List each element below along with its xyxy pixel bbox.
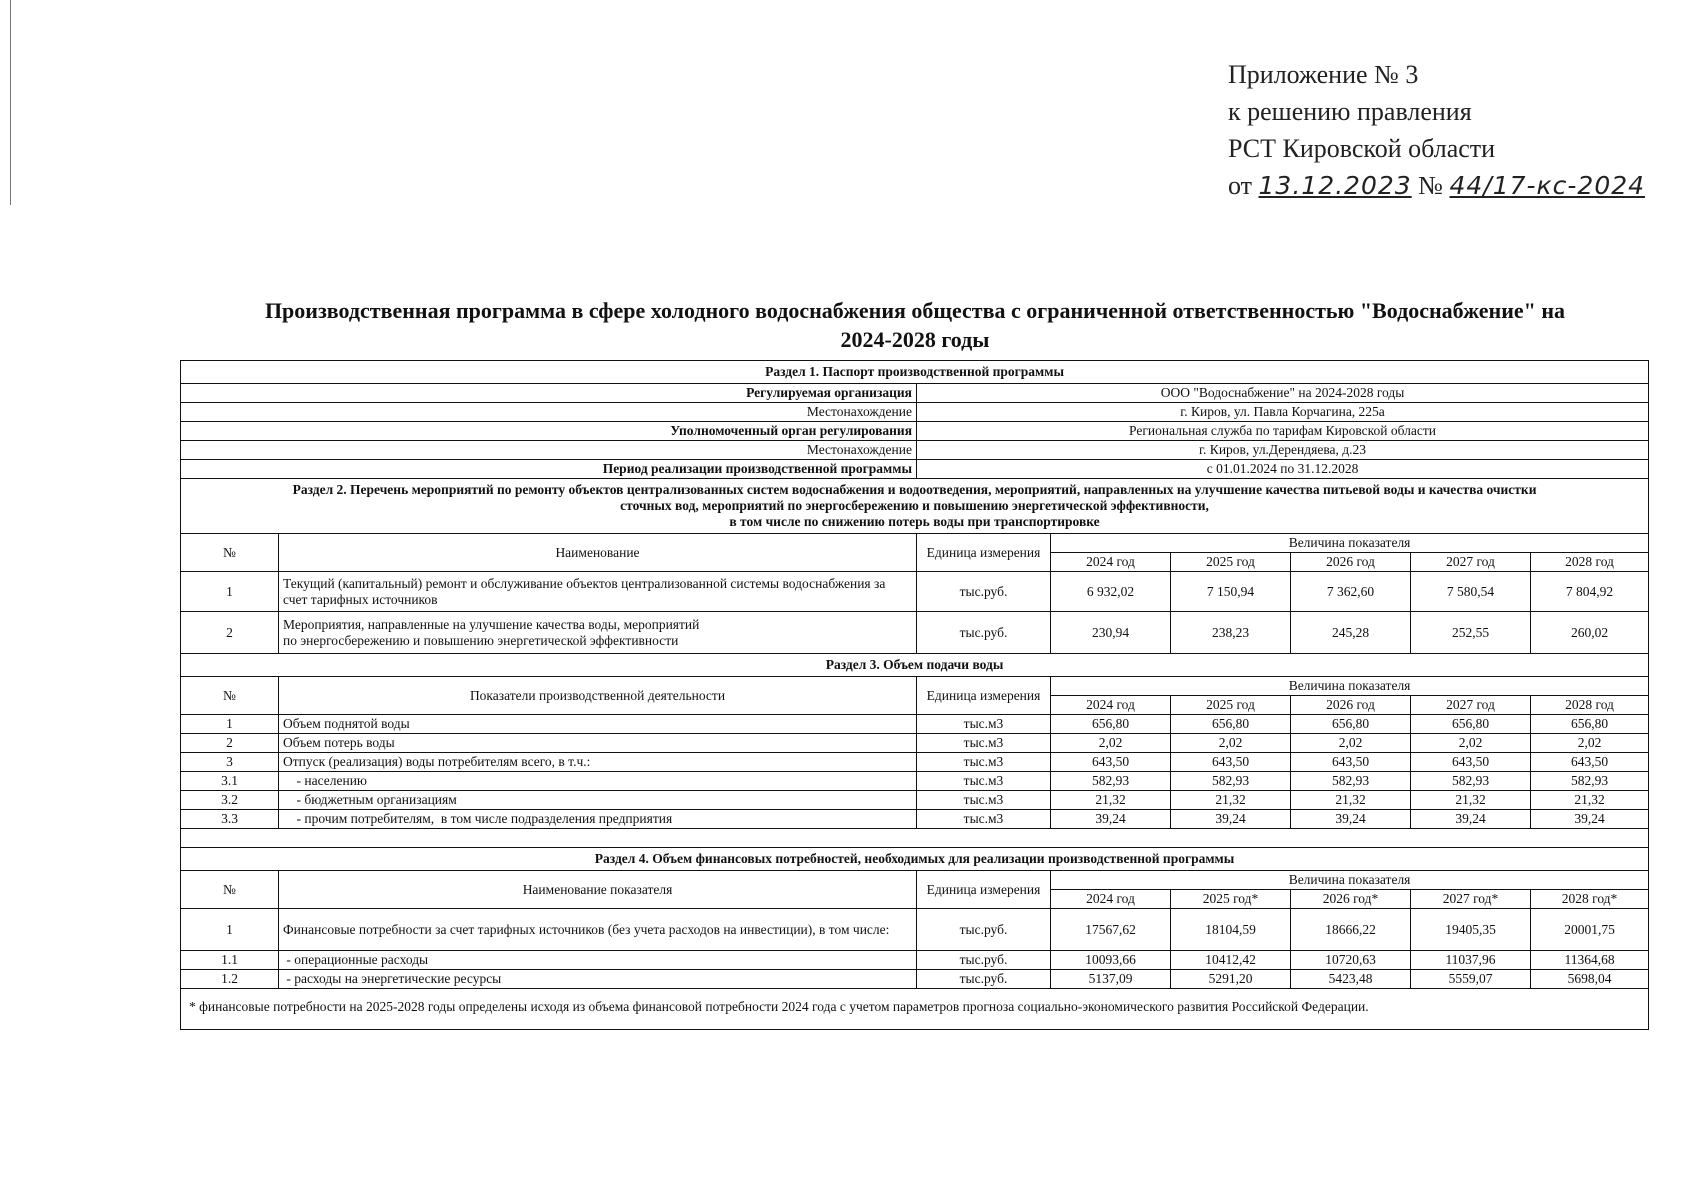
row-value: 582,93	[1171, 772, 1291, 791]
year-header: 2025 год	[1171, 696, 1291, 715]
row-value: 5137,09	[1051, 970, 1171, 989]
footnote-row	[181, 989, 1649, 1030]
year-header: 2026 год	[1291, 553, 1411, 572]
col-value-header: Величина показателя	[1051, 871, 1649, 890]
section2-title	[181, 479, 1649, 534]
section2-column-header	[181, 534, 1649, 553]
row-value: 21,32	[1291, 791, 1411, 810]
table-row	[181, 753, 1649, 772]
row-value: 10412,42	[1171, 951, 1291, 970]
section3-column-header	[181, 677, 1649, 696]
section4-header-row	[181, 848, 1649, 871]
document-title	[180, 296, 1650, 354]
col-name-header: Наименование показателя	[279, 871, 917, 909]
passport-value: с 01.01.2024 по 31.12.2028	[917, 460, 1649, 479]
row-unit: тыс.руб.	[917, 572, 1051, 612]
row-value: 656,80	[1171, 715, 1291, 734]
row-name: Финансовые потребности за счет тарифных источников (без учета расходов на инвестиции), в том числе:	[279, 909, 917, 951]
passport-value: ООО "Водоснабжение" на 2024-2028 годы	[917, 384, 1649, 403]
section2-header-row	[181, 479, 1649, 534]
row-value: 19405,35	[1411, 909, 1531, 951]
col-name-header: Показатели производственной деятельности	[279, 677, 917, 715]
row-name	[279, 612, 917, 654]
date-prefix: от	[1228, 171, 1253, 200]
row-value: 2,02	[1411, 734, 1531, 753]
row-value: 5423,48	[1291, 970, 1411, 989]
col-unit-header: Единица измерения	[917, 677, 1051, 715]
row-value: 582,93	[1531, 772, 1649, 791]
row-value: 7 362,60	[1291, 572, 1411, 612]
row-value: 18666,22	[1291, 909, 1411, 951]
year-header: 2024 год	[1051, 696, 1171, 715]
passport-value: г. Киров, ул. Павла Корчагина, 225а	[917, 403, 1649, 422]
row-value: 656,80	[1411, 715, 1531, 734]
row-value: 39,24	[1171, 810, 1291, 829]
row-value: 2,02	[1291, 734, 1411, 753]
row-value: 17567,62	[1051, 909, 1171, 951]
section1-header-row	[181, 361, 1649, 384]
section4-column-header	[181, 871, 1649, 890]
row-name: Отпуск (реализация) воды потребителям всего, в т.ч.:	[279, 753, 917, 772]
table-row	[181, 909, 1649, 951]
table-row	[181, 791, 1649, 810]
passport-label: Уполномоченный орган регулирования	[181, 422, 917, 441]
row-value: 2,02	[1531, 734, 1649, 753]
row-name: Текущий (капитальный) ремонт и обслуживание объектов централизованной системы водоснабжения за счет тарифных источников	[279, 572, 917, 612]
authority-line: РСТ Кировской области	[1228, 134, 1496, 163]
col-unit-header: Единица измерения	[917, 871, 1051, 909]
row-unit: тыс.м3	[917, 810, 1051, 829]
row-name: - бюджетным организациям	[279, 791, 917, 810]
date-number-line	[1228, 167, 1645, 204]
decision-line: к решению правления	[1228, 97, 1472, 126]
row-name: - населению	[279, 772, 917, 791]
row-value: 582,93	[1411, 772, 1531, 791]
year-header: 2027 год	[1411, 696, 1531, 715]
row-value: 5559,07	[1411, 970, 1531, 989]
row-unit: тыс.м3	[917, 715, 1051, 734]
passport-row	[181, 460, 1649, 479]
year-header: 2025 год*	[1171, 890, 1291, 909]
row-value: 643,50	[1411, 753, 1531, 772]
passport-label: Местонахождение	[181, 441, 917, 460]
appendix-title: Приложение № 3	[1228, 60, 1419, 89]
row-num: 3	[181, 753, 279, 772]
col-num-header: №	[181, 871, 279, 909]
year-header: 2024 год	[1051, 890, 1171, 909]
row-value: 643,50	[1531, 753, 1649, 772]
row-value: 238,23	[1171, 612, 1291, 654]
table-row	[181, 734, 1649, 753]
row-num: 2	[181, 734, 279, 753]
spacer-row	[181, 829, 1649, 848]
row-unit: тыс.м3	[917, 753, 1051, 772]
table-row	[181, 572, 1649, 612]
year-header: 2027 год*	[1411, 890, 1531, 909]
row-value: 21,32	[1051, 791, 1171, 810]
row-unit: тыс.м3	[917, 791, 1051, 810]
col-unit-header: Единица измерения	[917, 534, 1051, 572]
row-num: 1	[181, 572, 279, 612]
row-value: 39,24	[1411, 810, 1531, 829]
year-header: 2028 год	[1531, 553, 1649, 572]
year-header: 2025 год	[1171, 553, 1291, 572]
row-value: 7 580,54	[1411, 572, 1531, 612]
row-value: 39,24	[1531, 810, 1649, 829]
row-num: 3.3	[181, 810, 279, 829]
row-num: 3.1	[181, 772, 279, 791]
section3-header-row	[181, 654, 1649, 677]
production-program-table	[180, 360, 1649, 1030]
row-value: 582,93	[1051, 772, 1171, 791]
row-value: 643,50	[1291, 753, 1411, 772]
row-value: 18104,59	[1171, 909, 1291, 951]
table-row	[181, 951, 1649, 970]
row-name-line2: по энергосбережению и повышению энергетической эффективности	[283, 632, 679, 648]
col-name-header: Наименование	[279, 534, 917, 572]
row-value: 643,50	[1171, 753, 1291, 772]
passport-label: Регулируемая организация	[181, 384, 917, 403]
row-value: 252,55	[1411, 612, 1531, 654]
col-value-header: Величина показателя	[1051, 677, 1649, 696]
row-value: 230,94	[1051, 612, 1171, 654]
scan-edge-line	[10, 0, 11, 205]
row-value: 643,50	[1051, 753, 1171, 772]
row-value: 39,24	[1051, 810, 1171, 829]
footnote: * финансовые потребности на 2025-2028 годы определены исходя из объема финансовой потребности 2024 года с учетом параметров прогноза социально-экономического развития Российской Федерации.	[181, 989, 1649, 1030]
row-value: 2,02	[1171, 734, 1291, 753]
row-value: 5291,20	[1171, 970, 1291, 989]
row-name: - прочим потребителям, в том числе подразделения предприятия	[279, 810, 917, 829]
col-num-header: №	[181, 534, 279, 572]
row-name-line1: Мероприятия, направленные на улучшение качества воды, мероприятий	[283, 616, 700, 632]
year-header: 2024 год	[1051, 553, 1171, 572]
row-value: 656,80	[1531, 715, 1649, 734]
appendix-header	[1228, 56, 1645, 204]
row-value: 21,32	[1531, 791, 1649, 810]
row-num: 1	[181, 715, 279, 734]
row-name: - расходы на энергетические ресурсы	[279, 970, 917, 989]
row-value: 10720,63	[1291, 951, 1411, 970]
year-header: 2026 год	[1291, 696, 1411, 715]
row-value: 11037,96	[1411, 951, 1531, 970]
row-name: - операционные расходы	[279, 951, 917, 970]
row-value: 7 150,94	[1171, 572, 1291, 612]
spacer-cell	[181, 829, 1649, 848]
passport-row	[181, 441, 1649, 460]
row-value: 2,02	[1051, 734, 1171, 753]
col-num-header: №	[181, 677, 279, 715]
year-header: 2026 год*	[1291, 890, 1411, 909]
decision-date: 13.12.2023	[1258, 171, 1412, 200]
document-title-line1: Производственная программа в сфере холодного водоснабжения общества с ограниченной ответственностью "Водоснабжение" на	[264, 298, 1566, 323]
table-row	[181, 810, 1649, 829]
year-header: 2027 год	[1411, 553, 1531, 572]
row-value: 656,80	[1291, 715, 1411, 734]
row-value: 21,32	[1171, 791, 1291, 810]
passport-row	[181, 403, 1649, 422]
row-value: 260,02	[1531, 612, 1649, 654]
passport-row	[181, 422, 1649, 441]
passport-value: г. Киров, ул.Дерендяева, д.23	[917, 441, 1649, 460]
row-name: Объем поднятой воды	[279, 715, 917, 734]
row-value: 21,32	[1411, 791, 1531, 810]
section3-title: Раздел 3. Объем подачи воды	[181, 654, 1649, 677]
passport-label: Период реализации производственной программы	[181, 460, 917, 479]
section4-title: Раздел 4. Объем финансовых потребностей, необходимых для реализации производственной программы	[181, 848, 1649, 871]
row-unit: тыс.руб.	[917, 909, 1051, 951]
year-header: 2028 год	[1531, 696, 1649, 715]
row-num: 1.1	[181, 951, 279, 970]
row-num: 1	[181, 909, 279, 951]
row-value: 6 932,02	[1051, 572, 1171, 612]
row-value: 656,80	[1051, 715, 1171, 734]
section2-title-line2: сточных вод, мероприятий по энергосбережению и повышению энергетической эффективности,	[620, 498, 1209, 513]
passport-label: Местонахождение	[181, 403, 917, 422]
section2-title-line3: в том числе по снижению потерь воды при транспортировке	[729, 514, 1100, 529]
row-value: 7 804,92	[1531, 572, 1649, 612]
row-value: 582,93	[1291, 772, 1411, 791]
section1-title: Раздел 1. Паспорт производственной программы	[181, 361, 1649, 384]
row-unit: тыс.м3	[917, 734, 1051, 753]
row-unit: тыс.руб.	[917, 612, 1051, 654]
row-value: 10093,66	[1051, 951, 1171, 970]
section2-title-line1: Раздел 2. Перечень мероприятий по ремонту объектов централизованных систем водоснабжения и водоотведения, мероприятий, направленных на улучшение качества питьевой воды и качества очистки	[292, 482, 1537, 497]
row-value: 245,28	[1291, 612, 1411, 654]
row-value: 5698,04	[1531, 970, 1649, 989]
row-num: 1.2	[181, 970, 279, 989]
row-name: Объем потерь воды	[279, 734, 917, 753]
col-value-header: Величина показателя	[1051, 534, 1649, 553]
passport-value: Региональная служба по тарифам Кировской области	[917, 422, 1649, 441]
row-unit: тыс.руб.	[917, 951, 1051, 970]
row-num: 3.2	[181, 791, 279, 810]
decision-number: 44/17-кс-2024	[1449, 171, 1646, 200]
table-row	[181, 772, 1649, 791]
number-prefix: №	[1418, 171, 1443, 200]
row-unit: тыс.м3	[917, 772, 1051, 791]
table-row	[181, 612, 1649, 654]
table-row	[181, 715, 1649, 734]
row-unit: тыс.руб.	[917, 970, 1051, 989]
row-value: 20001,75	[1531, 909, 1649, 951]
document-title-line2: 2024-2028 годы	[840, 327, 990, 352]
row-num: 2	[181, 612, 279, 654]
row-value: 39,24	[1291, 810, 1411, 829]
year-header: 2028 год*	[1531, 890, 1649, 909]
row-value: 11364,68	[1531, 951, 1649, 970]
passport-row	[181, 384, 1649, 403]
table-row	[181, 970, 1649, 989]
